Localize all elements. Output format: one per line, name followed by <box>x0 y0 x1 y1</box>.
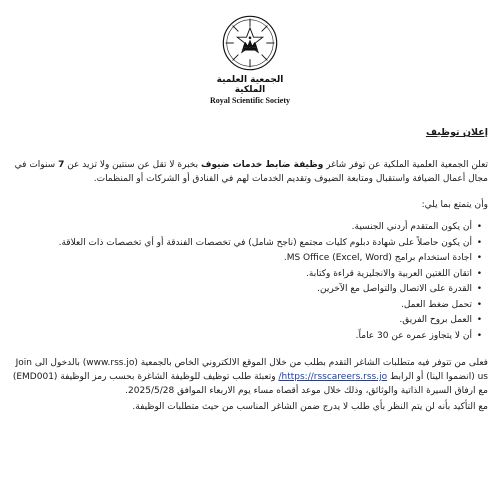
list-item: • اجادة استخدام برامج (MS Office (Excel, Word. <box>12 251 482 267</box>
page-title: إعلان توظيف <box>425 127 488 138</box>
org-name-arabic: الجمعية العلمية الملكية <box>216 75 284 95</box>
announcement-document <box>12 126 488 414</box>
requirements-lead: وأن يتمتع بما يلي: <box>421 200 488 210</box>
closing-note: مع التأكيد بأنه لن يتم النظر بأي طلب لا يدرج ضمن الشاغر المناسب من حيث متطلبات الوظيفة. <box>132 402 488 412</box>
intro-text: سنوات في مجال أعمال الضيافة واستقبال ومتابعة الضيوف وتقديم الخدمات لهم في الفنادق أو الشركات أو المنظمات. <box>14 160 488 184</box>
crown-star-seal-icon <box>221 14 279 72</box>
org-logo <box>200 14 300 105</box>
list-item: • أن يكون المتقدم أردني الجنسية. <box>12 220 482 236</box>
intro-text: تعلن الجمعية العلمية الملكية عن توفر شاغر <box>323 160 488 170</box>
list-item: • أن يكون حاصلاً على شهادة دبلوم كليات مجتمع (ناجح شامل) في تخصصات الفندقة أو أي تخصصات ذات العلاقة. <box>12 236 482 252</box>
application-instructions <box>12 356 488 398</box>
intro-text: بخبرة لا تقل عن سنتين ولا تزيد عن <box>64 160 201 170</box>
requirements-list <box>12 220 488 344</box>
intro-paragraph <box>12 158 488 186</box>
experience-years: 7 <box>58 160 65 170</box>
instructions-text: فعلى من تتوفر فيه متطلبات الشاغر التقدم بطلب من خلال الموقع الالكتروني الخاص بالجمعية (www.rss.jo) بالدخول الى Join us (انضموا الينا) أو الرابط <box>15 358 488 382</box>
list-item: • اتقان اللغتين العربية والانجليزية قراءة وكتابة. <box>12 267 482 283</box>
instructions-text: وتعبئة طلب توظيف للوظيفة الشاغرة بحسب رمز الوظيفة (EMD001) مع ارفاق السيرة الذاتية والوثائق، وذلك خلال موعد أقصاه مساء يوم الاربعاء الموافق 2025/5/28. <box>12 372 488 396</box>
list-item: • تحمل ضغط العمل. <box>12 298 482 314</box>
careers-link[interactable]: https://rsscareers.rss.jo/ <box>278 372 388 382</box>
job-title: وظيفة ضابط خدمات ضيوف <box>200 160 324 170</box>
org-name-english: Royal Scientific Society <box>210 96 290 105</box>
list-item: • القدرة على الاتصال والتواصل مع الآخرين. <box>12 282 482 298</box>
list-item: • أن لا يتجاوز عمره عن 30 عاماً. <box>12 329 482 345</box>
list-item: • العمل بروح الفريق. <box>12 313 482 329</box>
